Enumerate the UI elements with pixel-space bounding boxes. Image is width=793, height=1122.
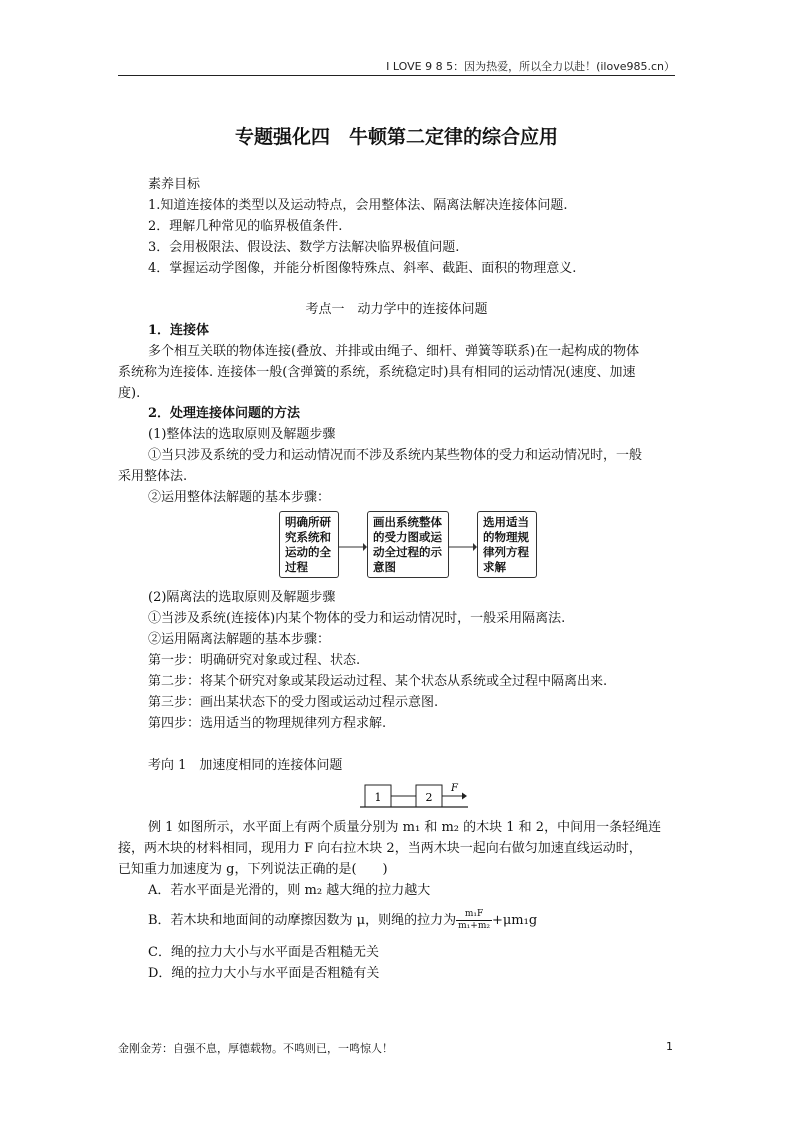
paragraph-line: 第二步：将某个研究对象或某段运动过程、某个状态从系统或全过程中隔离出来. (148, 674, 608, 689)
block-1-label: 1 (374, 791, 382, 804)
blocks-figure (360, 780, 470, 810)
paragraph-line: 采用整体法. (118, 469, 188, 484)
option-a: A．若水平面是光滑的，则 m₂ 越大绳的拉力越大 (148, 883, 431, 898)
flow-step-1: 明确所研 究系统和 运动的全 过程 (279, 511, 339, 578)
paragraph-line: 第一步：明确研究对象或过程、状态. (148, 653, 361, 668)
paragraph-line: ①当只涉及系统的受力和运动情况而不涉及系统内某些物体的受力和运动情况时，一般 (148, 448, 643, 463)
paragraph-line: 系统称为连接体. 连接体一般(含弹簧的系统，系统稳定时)具有相同的运动情况(速度、加速 (118, 365, 636, 380)
option-b-suffix: +μm₁g (491, 913, 538, 928)
goal-item: 2．理解几种常见的临界极值条件. (148, 219, 343, 234)
page-title: 专题强化四 牛顿第二定律的综合应用 (234, 126, 558, 148)
paragraph-line: ①当涉及系统(连接体)内某个物体的受力和运动情况时，一般采用隔离法. (148, 611, 566, 626)
subsection-heading: 2．处理连接体问题的方法 (148, 406, 301, 421)
arrow-right-icon (339, 543, 367, 551)
fraction-denominator: m₁+m₂ (458, 921, 490, 931)
goal-item: 3．会用极限法、假设法、数学方法解决临界极值问题. (148, 240, 460, 255)
example-line: 接，两木块的材料相同，现用力 F 向右拉木块 2，当两木块一起向右做匀加速直线运动时， (118, 841, 642, 856)
paragraph-line: 多个相互关联的物体连接(叠放、并排或由绳子、细杆、弹簧等联系)在一起构成的物体 (148, 344, 640, 359)
example-line: 例 1 如图所示，水平面上有两个质量分别为 m₁ 和 m₂ 的木块 1 和 2，中间用一条轻绳连 (148, 820, 662, 835)
paragraph-line: ②运用隔离法解题的基本步骤： (148, 632, 331, 647)
option-d: D．绳的拉力大小与水平面是否粗糙有关 (148, 966, 380, 981)
example-line: 已知重力加速度为 g，下列说法正确的是( ) (118, 862, 388, 877)
goals-heading: 素养目标 (148, 177, 201, 192)
header-slogan: I LOVE 9 8 5：因为热爱，所以全力以赴！(ilove985.cn） (386, 60, 675, 73)
direction-heading: 考向 1 加速度相同的连接体问题 (148, 758, 343, 773)
header-divider (118, 75, 675, 76)
page-number: 1 (666, 1040, 673, 1053)
flow-step-3: 选用适当 的物理规 律列方程 求解 (477, 511, 537, 578)
option-b-text: B．若木块和地面间的动摩擦因数为 μ，则绳的拉力为 (148, 913, 457, 928)
flow-step-2: 画出系统整体 的受力图或运 动全过程的示 意图 (367, 511, 449, 578)
option-c: C．绳的拉力大小与水平面是否粗糙无关 (148, 945, 379, 960)
paragraph-line: 度). (118, 386, 141, 401)
paragraph-line: (1)整体法的选取原则及解题步骤 (148, 427, 336, 442)
section-heading: 考点一 动力学中的连接体问题 (305, 302, 488, 317)
footer-motto: 金刚金芳：自强不息，厚德载物。不鸣则已，一鸣惊人！ (118, 1042, 393, 1055)
force-label: F (451, 783, 458, 794)
block-2-label: 2 (425, 791, 433, 804)
arrow-right-icon (449, 543, 477, 551)
goal-item: 4．掌握运动学图像，并能分析图像特殊点、斜率、截距、面积的物理意义. (148, 261, 577, 276)
fraction-numerator: m₁F (456, 909, 492, 921)
fraction (456, 909, 492, 932)
flow-arrows (339, 540, 477, 554)
paragraph-line: (2)隔离法的选取原则及解题步骤 (148, 590, 336, 605)
paragraph-line: ②运用整体法解题的基本步骤： (148, 490, 331, 505)
paragraph-line: 第三步：画出某状态下的受力图或运动过程示意图. (148, 695, 439, 710)
goal-item: 1.知道连接体的类型以及运动特点，会用整体法、隔离法解决连接体问题. (148, 198, 568, 213)
subsection-heading: 1．连接体 (148, 323, 210, 338)
option-b (148, 908, 537, 934)
paragraph-line: 第四步：选用适当的物理规律列方程求解. (148, 716, 387, 731)
